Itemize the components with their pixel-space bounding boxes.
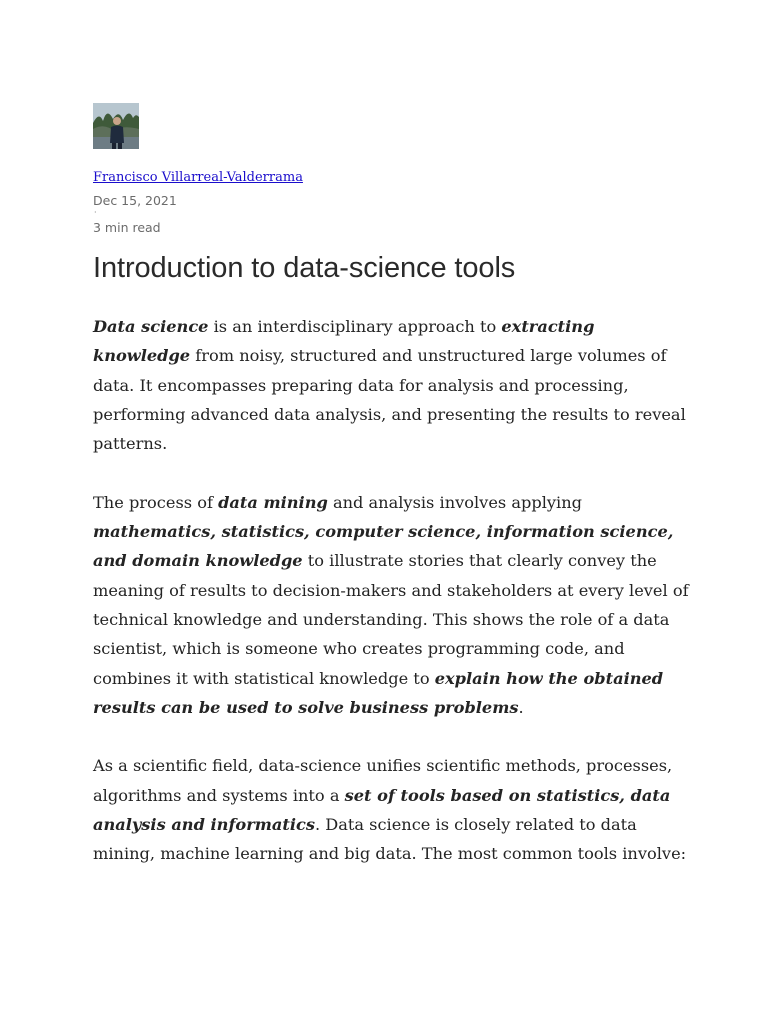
paragraph-3 — [93, 751, 693, 868]
text-span: The process of — [93, 492, 219, 512]
author-photo-icon — [93, 103, 139, 149]
text-span: As a scientific field, data-science unifies scientific methods, processes, algorithms and systems into a — [93, 756, 673, 805]
author-avatar[interactable] — [93, 103, 139, 149]
emphasis-data-science: Data science — [93, 317, 209, 336]
paragraph-2 — [93, 488, 693, 722]
article-body — [93, 312, 693, 869]
article-title: Introduction to data-science tools — [93, 252, 516, 284]
publish-date: Dec 15, 2021 — [93, 193, 177, 208]
emphasis-set-of-tools: set of tools based on statistics, data analysis and informatics — [93, 785, 671, 835]
text-span: and analysis involves applying — [327, 492, 583, 512]
text-span: . Data science is closely related to data mining, machine learning and big data. The most common tools involve: — [93, 815, 687, 864]
read-time: 3 min read — [93, 220, 161, 235]
emphasis-business-problems: explain how the obtained results can be used to solve business problems — [93, 668, 664, 717]
emphasis-data-mining: data mining — [218, 492, 328, 512]
paragraph-1 — [93, 312, 693, 458]
emphasis-disciplines: mathematics, statistics, computer science, information science, and domain knowledge — [93, 522, 674, 571]
meta-separator: · — [94, 208, 97, 217]
article-page — [93, 103, 693, 898]
text-span: is an interdisciplinary approach to — [208, 317, 502, 336]
text-span: from noisy, structured and unstructured large volumes of data. It encompasses preparing data for analysis and processing, performing advanced data analysis, and presenting the results to reveal patterns. — [93, 346, 686, 454]
text-span: . — [518, 697, 524, 717]
author-link[interactable]: Francisco Villarreal-Valderrama — [93, 170, 303, 185]
emphasis-extracting-knowledge: extracting knowledge — [93, 317, 595, 366]
text-span: to illustrate stories that clearly convey the meaning of results to decision-makers and stakeholders at every level of technical knowledge and understanding. This shows the role of a data scientist, which is someone who creates programming code, and combines it with statistical knowledge to — [93, 551, 689, 688]
